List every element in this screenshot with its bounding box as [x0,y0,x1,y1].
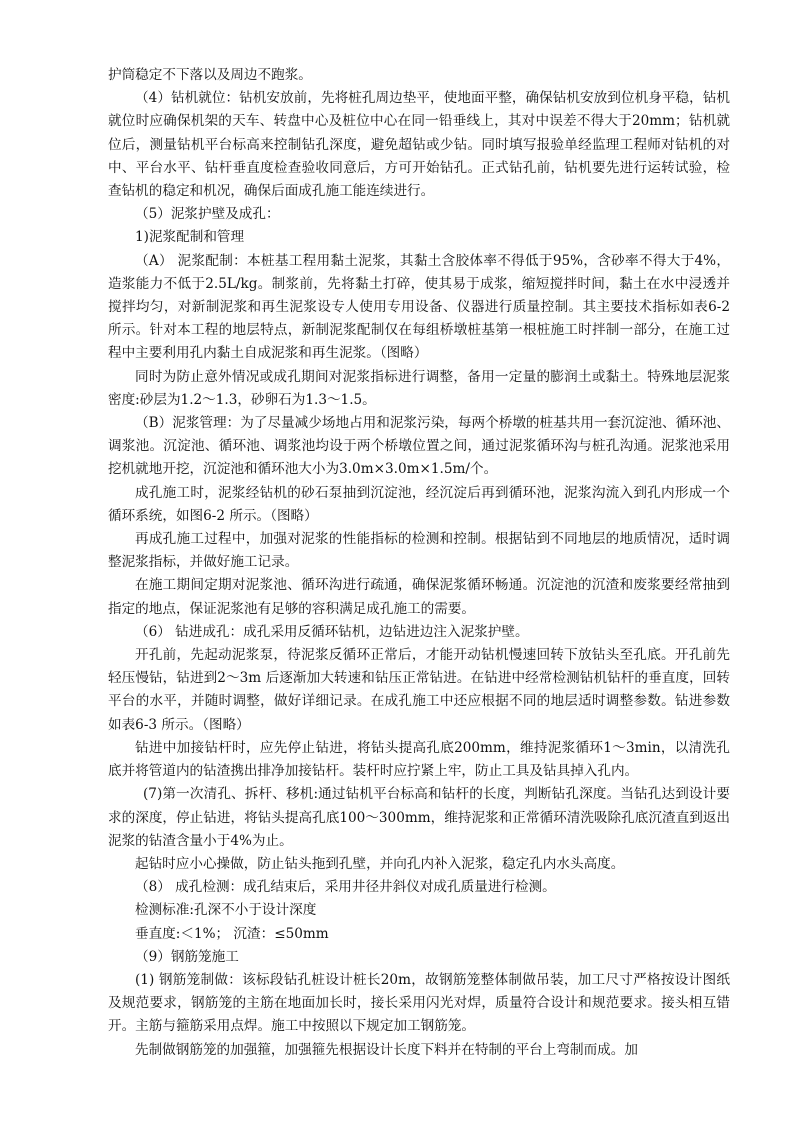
paragraph-slurry-subheading: 1)泥浆配制和管理 [135,229,245,246]
paragraph-lifting: 起钻时应小心操做，防止钻头拖到孔壁，并向孔内补入泥浆，稳定孔内水头高度。 [135,855,625,872]
paragraph-dredging: 在施工期间定期对泥浆池、循环沟进行疏通，确保泥浆循环畅通。沉淀池的沉渣和废浆要经常抽到指定的地点，保证泥浆池有足够的容积满足成孔施工的需要。 [108,577,730,617]
paragraph-0: 护筒稳定不下落以及周边不跑浆。 [108,67,312,83]
paragraph-step-7: (7)第一次清孔、拆杆、移机:通过钻机平台标高和钻杆的长度，判断钻孔深度。当钻孔达到设计要求的深度，停止钻进，将钻头提高孔底100～300mm，维持泥浆和正常循环清洗吸除孔底沉渣直到返出泥浆的钻渣含量小于4%为止。 [108,786,730,849]
paragraph-stiffening-hoop: 先制做钢筋笼的加强箍，加强箍先根据设计长度下料并在特制的平台上弯制而成。加 [135,1041,638,1058]
paragraph-cage-fabrication: (1) 钢筋笼制做：该标段钻孔桩设计桩长20m，故钢筋笼整体制做吊装，加工尺寸严格按设计图纸及规范要求，钢筋笼的主筋在地面加长时，接长采用闪光对焊，质量符合设计和规范要求。接头相互错开。主筋与箍筋采用点焊。施工中按照以下规定加工钢筋笼。 [108,971,730,1035]
paragraph-inspection-standard: 检测标准:孔深不小于设计深度 [135,902,317,919]
paragraph-circulation: 成孔施工时，泥浆经钻机的砂石泵抽到沉淀池，经沉淀后再到循环池，泥浆沟流入到孔内形成一个循环系统，如图6-2 所示。（图略） [108,484,730,524]
paragraph-step-9: （9）钢筋笼施工 [135,948,239,965]
paragraph-tolerances: 垂直度:＜1%； 沉渣：≤50mm [135,925,329,942]
document-page [108,64,730,1062]
paragraph-slurry-b: （B）泥浆管理：为了尽量减少场地占用和泥浆污染，每两个桥墩的桩基共用一套沉淀池、循环池、调浆池。沉淀池、循环池、调浆池均设于两个桥墩位置之间，通过泥浆循环沟与桩孔沟通。泥浆池采用挖机就地开挖，沉淀池和循环池大小为3.0m×3.0m×1.5m/个。 [108,415,730,478]
paragraph-step-8: （8） 成孔检测：成孔结束后，采用井径井斜仪对成孔质量进行检测。 [135,879,556,896]
paragraph-rod-extension: 钻进中加接钻杆时，应先停止钻进，将钻头提高孔底200mm，维持泥浆循环1～3min，以清洗孔底并将管道内的钻渣携出排净加接钻杆。装杆时应拧紧上牢，防止工具及钻具掉入孔内。 [108,739,730,780]
paragraph-slurry-density: 同时为防止意外情况或成孔期间对泥浆指标进行调整，备用一定量的膨润土或黏土。特殊地层泥浆密度:砂层为1.2～1.3，砂卵石为1.3～1.5。 [108,368,730,408]
paragraph-step-5-heading: （5）泥浆护壁及成孔： [135,206,280,223]
paragraph-step-4: （4）钻机就位：钻机安放前，先将桩孔周边垫平，使地面平整，确保钻机安放到位机身平稳，钻机就位时应确保机架的天车、转盘中心及桩位中心在同一铅垂线上，其对中误差不得大于20mm；钻机就位后，测量钻机平台标高来控制钻孔深度，避免超钻或少钻。同时填写报验单经监理工程师对钻机的对中、平台水平、钻杆垂直度检查验收同意后，方可开始钻孔。正式钻孔前，钻机要先进行运转试验，检查钻机的稳定和机况，确保后面成孔施工能连续进行。 [108,90,730,200]
paragraph-slurry-a: （A） 泥浆配制：本桩基工程用黏土泥浆，其黏土含胶体率不得低于95%，含砂率不得大于4%，造浆能力不低于2.5L/kg。制浆前，先将黏土打碎，使其易于成浆，缩短搅拌时间，黏土在水中浸透并搅拌均匀，对新制泥浆和再生泥浆设专人使用专用设备、仪器进行质量控制。其主要技术指标如表6-2 所示。针对本工程的地层特点，新制泥浆配制仅在每组桥墩桩基第一根桩施工时拌制一部分，在施工过程中主要利用孔内黏土自成泥浆和再生泥浆。（图略） [108,252,730,362]
paragraph-step-6: （6） 钻进成孔：成孔采用反循环钻机，边钻进边注入泥浆护壁。 [135,623,529,640]
paragraph-drilling-start: 开孔前，先起动泥浆泵，待泥浆反循环正常后，才能开动钻机慢速回转下放钻头至孔底。开孔前先轻压慢钻，钻进到2～3m 后逐渐加大转速和钻压正常钻进。在钻进中经常检测钻机钻杆的垂直度，回转平台的水平，并随时调整，做好详细记录。在成孔施工中还应根据不同的地层适时调整参数。钻进参数如表6-3 所示。（图略） [108,647,730,733]
paragraph-monitoring: 再成孔施工过程中，加强对泥浆的性能指标的检测和控制。根据钻到不同地层的地质情况，适时调整泥浆指标，并做好施工记录。 [108,531,730,571]
